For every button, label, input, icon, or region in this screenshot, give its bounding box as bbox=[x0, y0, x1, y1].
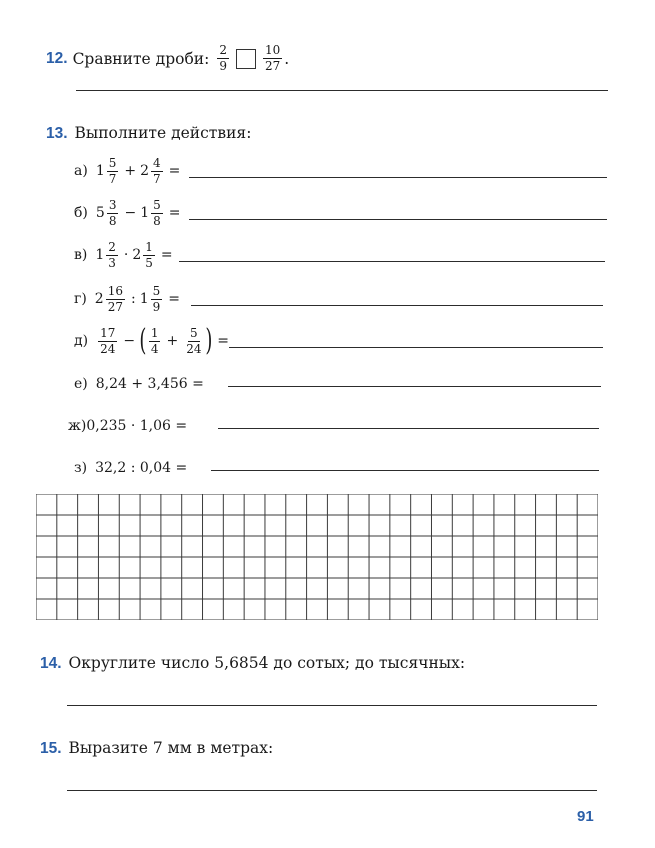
task-14-text: Округлите число 5,6854 до сотых; до тысячных: bbox=[68, 654, 466, 672]
answer-line-12[interactable] bbox=[76, 90, 608, 91]
expression-v: в) 1 $\frac{2}{3}$ · 2 $\frac{1}{5}$ = bbox=[74, 239, 173, 270]
answer-line-v[interactable] bbox=[179, 261, 605, 262]
expression-zh: ж) 0,235 · 1,06 = bbox=[68, 418, 188, 434]
answer-line-e[interactable] bbox=[228, 386, 601, 387]
task-12-text: Сравните дроби: bbox=[72, 49, 210, 68]
task-14 bbox=[40, 653, 465, 674]
task-12 bbox=[46, 44, 289, 73]
task-12-end: . bbox=[284, 49, 290, 68]
fraction-10-27: $\frac{10}{27}$ bbox=[264, 43, 281, 73]
answer-line-z[interactable] bbox=[211, 470, 599, 471]
answer-line-b[interactable] bbox=[189, 219, 607, 220]
answer-line-d[interactable] bbox=[229, 347, 603, 348]
answer-line-14[interactable] bbox=[67, 705, 597, 706]
task-14-number: 14. bbox=[40, 655, 62, 672]
fraction-2-9: $\frac{2}{9}$ bbox=[219, 43, 227, 73]
expression-d: д) $\frac{17}{24}$ − ( $\frac{1}{4}$ + $\frac{5}{24}$ ) = bbox=[74, 323, 229, 358]
task-13 bbox=[46, 123, 251, 144]
expression-a: а) 1 $\frac{5}{7}$ + 2 $\frac{4}{7}$ = bbox=[74, 155, 181, 186]
compare-box[interactable] bbox=[236, 49, 256, 69]
answer-line-g[interactable] bbox=[191, 305, 603, 306]
expression-z: з) 32,2 : 0,04 = bbox=[74, 460, 188, 476]
expression-b: б) 5 $\frac{3}{8}$ − 1 $\frac{5}{8}$ = bbox=[74, 197, 181, 228]
expression-g: г) 2 $\frac{16}{27}$ : 1 $\frac{5}{9}$ = bbox=[74, 283, 181, 314]
expression-e: е) 8,24 + 3,456 = bbox=[74, 376, 204, 392]
task-15 bbox=[40, 738, 273, 759]
page-number: 91 bbox=[577, 808, 594, 825]
task-15-number: 15. bbox=[40, 740, 62, 757]
task-15-text: Выразите 7 мм в метрах: bbox=[68, 739, 274, 757]
answer-line-15[interactable] bbox=[67, 790, 597, 791]
task-12-number: 12. bbox=[46, 49, 68, 67]
task-13-number: 13. bbox=[46, 125, 68, 142]
answer-line-a[interactable] bbox=[189, 177, 607, 178]
answer-line-zh[interactable] bbox=[218, 428, 599, 429]
task-13-text: Выполните действия: bbox=[74, 124, 252, 142]
calculation-grid[interactable] bbox=[36, 494, 598, 620]
